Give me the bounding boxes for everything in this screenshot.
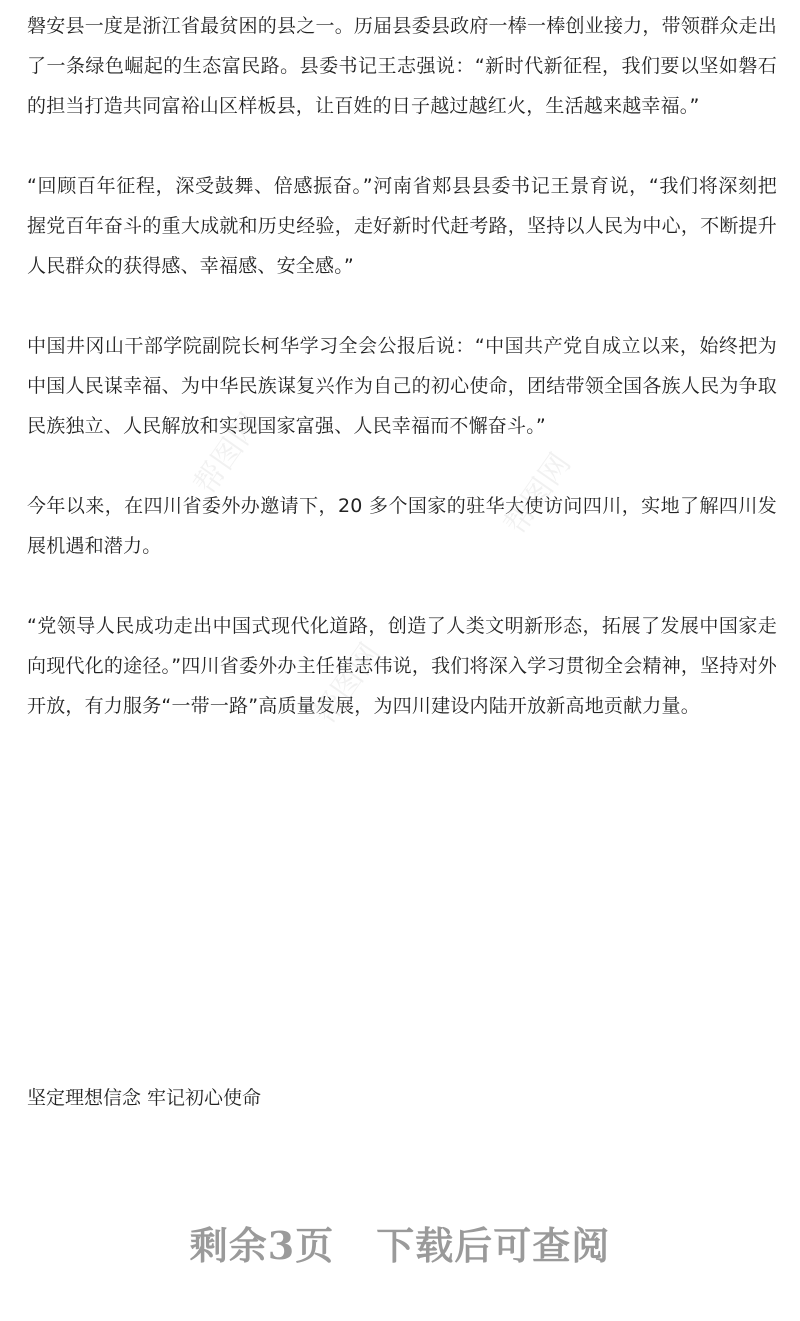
remaining-pages-label: 剩余3页 [189,1223,335,1268]
watermark: 帮图网 [307,637,389,731]
closing-line: 坚定理想信念 牢记初心使命 [27,1087,262,1109]
paragraph-2: “回顾百年征程，深受鼓舞、倍感振奋。”河南省郏县县委书记王景育说，“我们将深刻把握党百年奋斗的重大成就和历史经验，走好新时代赶考路，坚持以人民为中心，不断提升人民群众的获得感、幸福感、安全感。” [27,175,777,277]
paragraph-5: “党领导人民成功走出中国式现代化道路，创造了人类文明新形态，拓展了发展中国家走向现代化的途径。”四川省委外办主任崔志伟说，我们将深入学习贯彻全会精神，坚持对外开放，有力服务“一带一路”高质量发展，为四川建设内陆开放新高地贡献力量。 [27,615,777,717]
watermark: 帮图网 [187,407,269,501]
paragraph-4: 今年以来，在四川省委外办邀请下，20 多个国家的驻华大使访问四川，实地了解四川发展机遇和潜力。 [27,495,777,557]
article-body [27,6,777,766]
download-to-view-label: 下载后可查阅 [376,1223,611,1268]
paragraph-1: 磐安县一度是浙江省最贫困的县之一。历届县委县政府一棒一棒创业接力，带领群众走出了一条绿色崛起的生态富民路。县委书记王志强说：“新时代新征程，我们要以坚如磐石的担当打造共同富裕山区样板县，让百姓的日子越过越红火，生活越来越幸福。” [27,15,777,117]
watermark: 帮图网 [497,447,579,541]
paragraph-3: 中国井冈山干部学院副院长柯华学习全会公报后说：“中国共产党自成立以来，始终把为中国人民谋幸福、为中华民族谋复兴作为自己的初心使命，团结带领全国各族人民为争取民族独立、人民解放和实现国家富强、人民幸福而不懈奋斗。” [27,335,777,437]
download-prompt[interactable] [0,1215,800,1270]
